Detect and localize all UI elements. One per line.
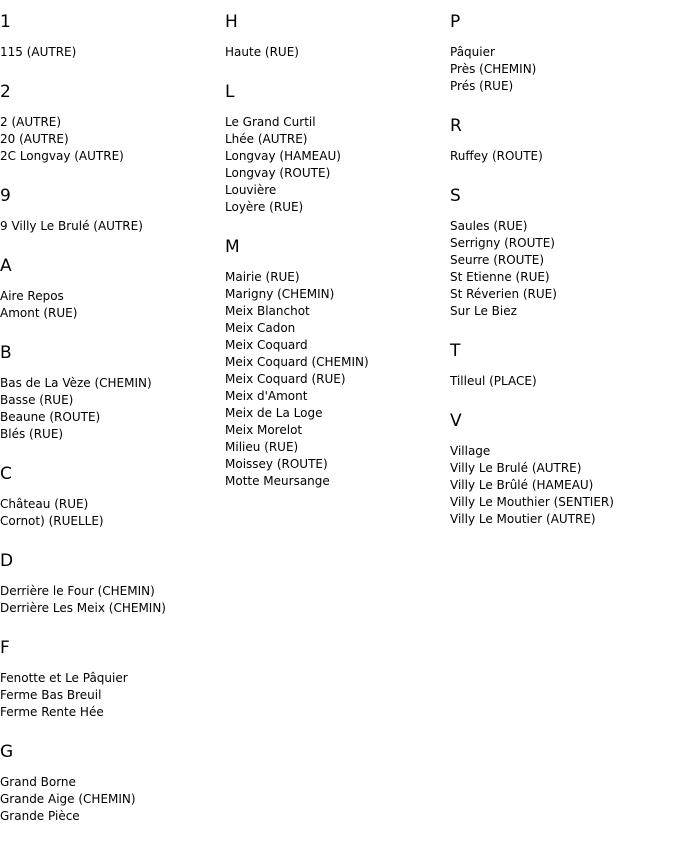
letter-section (450, 10, 670, 95)
section-letter-heading: T (450, 341, 461, 361)
street-link[interactable]: Meix d'Amont (225, 389, 308, 403)
letter-section (0, 80, 220, 165)
section-letter-heading: A (0, 256, 12, 276)
section-letter-heading: 2 (0, 82, 11, 102)
letter-section (0, 462, 220, 530)
street-link[interactable]: Ferme Bas Breuil (0, 688, 102, 702)
street-link[interactable]: Derrière le Four (CHEMIN) (0, 584, 155, 598)
section-letter-heading: R (450, 116, 462, 136)
street-list (450, 373, 670, 390)
letter-section (450, 409, 670, 528)
street-link[interactable]: Milieu (RUE) (225, 440, 299, 454)
street-column-2 (225, 10, 445, 509)
letter-section (225, 10, 445, 61)
street-link[interactable]: Villy Le Mouthier (SENTIER) (450, 495, 614, 509)
street-list (225, 114, 445, 216)
letter-section (0, 184, 220, 235)
street-link[interactable]: Serrigny (ROUTE) (450, 236, 555, 250)
section-letter-heading: 1 (0, 12, 11, 32)
street-link[interactable]: Grande Aige (CHEMIN) (0, 792, 136, 806)
section-letter-heading: H (225, 12, 238, 32)
street-link[interactable]: St Réverien (RUE) (450, 287, 557, 301)
street-list (0, 44, 220, 61)
street-list (0, 583, 220, 617)
letter-section (450, 114, 670, 165)
street-link[interactable]: Moissey (ROUTE) (225, 457, 328, 471)
street-link[interactable]: Haute (RUE) (225, 45, 299, 59)
street-list (225, 269, 445, 490)
street-link[interactable]: Meix Blanchot (225, 304, 310, 318)
street-link[interactable]: Meix Coquard (225, 338, 308, 352)
street-link[interactable]: St Etienne (RUE) (450, 270, 550, 284)
street-link[interactable]: Grande Pièce (0, 809, 80, 823)
street-link[interactable]: Le Grand Curtil (225, 115, 316, 129)
street-list (0, 496, 220, 530)
street-link[interactable]: Villy Le Brûlé (HAMEAU) (450, 478, 594, 492)
street-link[interactable]: Villy Le Brulé (AUTRE) (450, 461, 582, 475)
street-link[interactable]: 9 Villy Le Brulé (AUTRE) (0, 219, 143, 233)
street-link[interactable]: Meix de La Loge (225, 406, 323, 420)
letter-section (0, 341, 220, 443)
street-link[interactable]: 2 (AUTRE) (0, 115, 62, 129)
street-list (450, 148, 670, 165)
street-link[interactable]: Tilleul (PLACE) (450, 374, 537, 388)
section-letter-heading: G (0, 742, 14, 762)
street-link[interactable]: 115 (AUTRE) (0, 45, 77, 59)
street-link[interactable]: Blés (RUE) (0, 427, 64, 441)
section-letter-heading: P (450, 12, 461, 32)
street-link[interactable]: Château (RUE) (0, 497, 89, 511)
street-link[interactable]: Meix Coquard (CHEMIN) (225, 355, 369, 369)
street-link[interactable]: Grand Borne (0, 775, 76, 789)
street-link[interactable]: Meix Morelot (225, 423, 303, 437)
street-link[interactable]: Pâquier (450, 45, 495, 59)
street-link[interactable]: Derrière Les Meix (CHEMIN) (0, 601, 166, 615)
street-link[interactable]: Longvay (HAMEAU) (225, 149, 341, 163)
street-link[interactable]: Ferme Rente Hée (0, 705, 104, 719)
section-letter-heading: S (450, 186, 461, 206)
street-list (0, 774, 220, 825)
letter-section (0, 636, 220, 721)
letter-section (0, 549, 220, 617)
street-list (0, 114, 220, 165)
street-link[interactable]: Amont (RUE) (0, 306, 78, 320)
street-link[interactable]: Seurre (ROUTE) (450, 253, 545, 267)
street-link[interactable]: Basse (RUE) (0, 393, 74, 407)
street-link[interactable]: Ruffey (ROUTE) (450, 149, 543, 163)
section-letter-heading: D (0, 551, 14, 571)
section-letter-heading: L (225, 82, 235, 102)
street-link[interactable]: Longvay (ROUTE) (225, 166, 331, 180)
letter-section (225, 235, 445, 490)
section-letter-heading: M (225, 237, 240, 257)
street-list (0, 375, 220, 443)
street-list (450, 44, 670, 95)
section-letter-heading: C (0, 464, 12, 484)
letter-section (0, 740, 220, 825)
street-link[interactable]: Louvière (225, 183, 277, 197)
street-link[interactable]: Beaune (ROUTE) (0, 410, 101, 424)
section-letter-heading: 9 (0, 186, 11, 206)
section-letter-heading: F (0, 638, 10, 658)
letter-section (450, 184, 670, 320)
street-link[interactable]: Mairie (RUE) (225, 270, 300, 284)
letter-section (0, 254, 220, 322)
letter-section (225, 80, 445, 216)
section-letter-heading: V (450, 411, 462, 431)
street-link[interactable]: Villy Le Moutier (AUTRE) (450, 512, 596, 526)
letter-section (0, 10, 220, 61)
street-list (0, 288, 220, 322)
street-link[interactable]: Sur Le Biez (450, 304, 517, 318)
street-list (0, 670, 220, 721)
street-link[interactable]: 2C Longvay (AUTRE) (0, 149, 124, 163)
street-list (0, 218, 220, 235)
street-list (450, 218, 670, 320)
street-link[interactable]: Cornot) (RUELLE) (0, 514, 104, 528)
street-link[interactable]: Bas de La Vèze (CHEMIN) (0, 376, 152, 390)
street-link[interactable]: Lhée (AUTRE) (225, 132, 308, 146)
street-column-3 (450, 10, 670, 547)
street-link[interactable]: Fenotte et Le Pâquier (0, 671, 128, 685)
street-link[interactable]: 20 (AUTRE) (0, 132, 69, 146)
section-letter-heading: B (0, 343, 12, 363)
letter-section (450, 339, 670, 390)
street-link[interactable]: Meix Coquard (RUE) (225, 372, 346, 386)
street-link[interactable]: Village (450, 444, 491, 458)
street-link[interactable]: Saules (RUE) (450, 219, 528, 233)
street-column-1 (0, 10, 220, 844)
street-list (450, 443, 670, 528)
street-link[interactable]: Près (CHEMIN) (450, 62, 537, 76)
street-link[interactable]: Meix Cadon (225, 321, 296, 335)
street-link[interactable]: Marigny (CHEMIN) (225, 287, 335, 301)
street-list (225, 44, 445, 61)
street-link[interactable]: Aire Repos (0, 289, 64, 303)
street-link[interactable]: Prés (RUE) (450, 79, 514, 93)
street-link[interactable]: Loyère (RUE) (225, 200, 304, 214)
street-link[interactable]: Motte Meursange (225, 474, 330, 488)
